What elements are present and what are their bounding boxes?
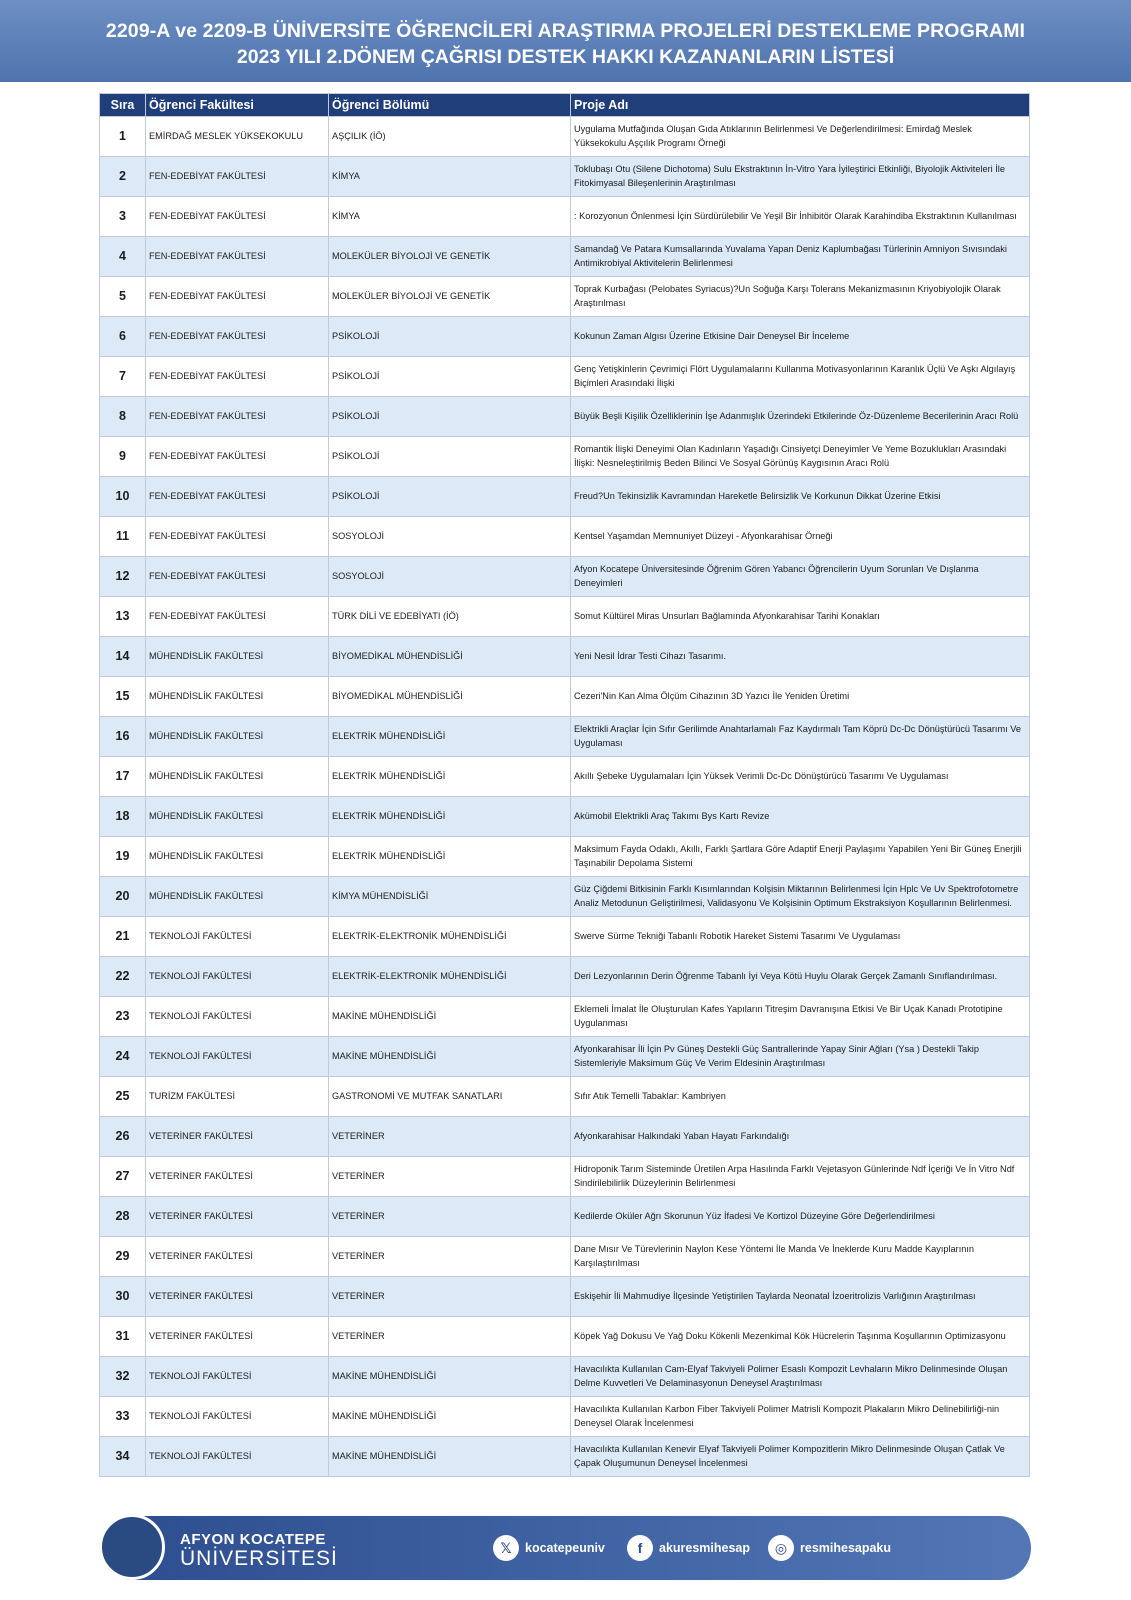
project-name-cell: Romantik İlişki Deneyimi Olan Kadınların Yaşadığı Cinsiyetçi Deneyimler Ve Yeme Bozuklukları Arasındaki İlişki: Nesneleştirilmiş Beden Bilinci Ve Sosyal Görünüş Kaygısının Aracı Rolü bbox=[571, 437, 1030, 477]
header-title-line1: 2209-A ve 2209-B ÜNİVERSİTE ÖĞRENCİLERİ ARAŞTIRMA PROJELERİ DESTEKLEME PROGRAMI bbox=[105, 20, 1026, 42]
project-name-cell: Freud?Un Tekinsizlik Kavramından Hareketle Belirsizlik Ve Korkunun Dikkat Üzerine Etkisi bbox=[571, 477, 1030, 517]
table-row bbox=[100, 1077, 1030, 1117]
university-name-line2: ÜNİVERSİTESİ bbox=[180, 1547, 338, 1570]
department-cell: ELEKTRİK MÜHENDİSLİĞİ bbox=[329, 797, 571, 837]
row-number-cell: 34 bbox=[100, 1437, 146, 1477]
faculty-cell: TEKNOLOJİ FAKÜLTESİ bbox=[146, 1357, 329, 1397]
project-name-cell: Havacılıkta Kullanılan Karbon Fiber Takviyeli Polimer Matrisli Kompozit Plakaların Mikro Delinebilirliği-nin Deneysel Olarak İncelenmesi bbox=[571, 1397, 1030, 1437]
department-cell: ELEKTRİK MÜHENDİSLİĞİ bbox=[329, 757, 571, 797]
department-cell: PSİKOLOJİ bbox=[329, 317, 571, 357]
project-name-cell: Samandağ Ve Patara Kumsallarında Yuvalama Yapan Deniz Kaplumbağası Türlerinin Amniyon Sıvısındaki Antimikrobiyal Aktivitelerin Belirlenmesi bbox=[571, 237, 1030, 277]
faculty-cell: FEN-EDEBİYAT FAKÜLTESİ bbox=[146, 277, 329, 317]
table-row bbox=[100, 117, 1030, 157]
table-row bbox=[100, 677, 1030, 717]
table-row bbox=[100, 397, 1030, 437]
table-row bbox=[100, 1037, 1030, 1077]
faculty-cell: EMİRDAĞ MESLEK YÜKSEKOKULU bbox=[146, 117, 329, 157]
header-title-line2: 2023 YILI 2.DÖNEM ÇAĞRISI DESTEK HAKKI KAZANANLARIN LİSTESİ bbox=[236, 46, 895, 68]
department-cell: VETERİNER bbox=[329, 1117, 571, 1157]
faculty-cell: MÜHENDİSLİK FAKÜLTESİ bbox=[146, 797, 329, 837]
row-number-cell: 22 bbox=[100, 957, 146, 997]
project-name-cell: Kokunun Zaman Algısı Üzerine Etkisine Dair Deneysel Bir İnceleme bbox=[571, 317, 1030, 357]
table-row bbox=[100, 477, 1030, 517]
project-name-cell: Deri Lezyonlarının Derin Öğrenme Tabanlı İyi Veya Kötü Huylu Olarak Gerçek Zamanlı Sınıflandırılması. bbox=[571, 957, 1030, 997]
row-number-cell: 11 bbox=[100, 517, 146, 557]
project-name-cell: Havacılıkta Kullanılan Cam-Elyaf Takviyeli Polimer Esaslı Kompozit Levhaların Mikro Delinmesinde Oluşan Delme Kuvvetleri Ve Delaminasyonun Deneysel Araştırılması bbox=[571, 1357, 1030, 1397]
row-number-cell: 5 bbox=[100, 277, 146, 317]
x-icon: 𝕏 bbox=[493, 1535, 519, 1561]
department-cell: TÜRK DİLİ VE EDEBİYATI (İÖ) bbox=[329, 597, 571, 637]
column-header-project: Proje Adı bbox=[571, 94, 1030, 117]
department-cell: VETERİNER bbox=[329, 1317, 571, 1357]
row-number-cell: 4 bbox=[100, 237, 146, 277]
project-name-cell: Hidroponik Tarım Sisteminde Üretilen Arpa Hasılında Farklı Vejetasyon Günlerinde Ndf İçeriği Ve İn Vitro Ndf Sindirilebilirlik Düzeylerinin Belirlenmesi bbox=[571, 1157, 1030, 1197]
faculty-cell: VETERİNER FAKÜLTESİ bbox=[146, 1197, 329, 1237]
table-row bbox=[100, 437, 1030, 477]
row-number-cell: 13 bbox=[100, 597, 146, 637]
social-x-handle: kocatepeuniv bbox=[525, 1541, 605, 1555]
table-row bbox=[100, 717, 1030, 757]
project-name-cell: Maksimum Fayda Odaklı, Akıllı, Farklı Şartlara Göre Adaptif Enerji Paylaşımı Yapabilen Yeni Bir Güneş Enerjili Taşınabilir Depolama Sistemi bbox=[571, 837, 1030, 877]
project-name-cell: Kentsel Yaşamdan Memnuniyet Düzeyi - Afyonkarahisar Örneği bbox=[571, 517, 1030, 557]
faculty-cell: FEN-EDEBİYAT FAKÜLTESİ bbox=[146, 237, 329, 277]
faculty-cell: MÜHENDİSLİK FAKÜLTESİ bbox=[146, 877, 329, 917]
project-name-cell: Yeni Nesil İdrar Testi Cihazı Tasarımı. bbox=[571, 637, 1030, 677]
table-row bbox=[100, 797, 1030, 837]
department-cell: KİMYA bbox=[329, 197, 571, 237]
faculty-cell: TEKNOLOJİ FAKÜLTESİ bbox=[146, 997, 329, 1037]
faculty-cell: MÜHENDİSLİK FAKÜLTESİ bbox=[146, 677, 329, 717]
department-cell: SOSYOLOJİ bbox=[329, 517, 571, 557]
table-row bbox=[100, 597, 1030, 637]
department-cell: MAKİNE MÜHENDİSLİĞİ bbox=[329, 997, 571, 1037]
table-row bbox=[100, 877, 1030, 917]
project-name-cell: Afyonkarahisar Halkındaki Yaban Hayatı Farkındalığı bbox=[571, 1117, 1030, 1157]
row-number-cell: 26 bbox=[100, 1117, 146, 1157]
faculty-cell: FEN-EDEBİYAT FAKÜLTESİ bbox=[146, 317, 329, 357]
project-name-cell: Kedilerde Oküler Ağrı Skorunun Yüz İfadesi Ve Kortizol Düzeyine Göre Değerlendirilmesi bbox=[571, 1197, 1030, 1237]
department-cell: SOSYOLOJİ bbox=[329, 557, 571, 597]
faculty-cell: VETERİNER FAKÜLTESİ bbox=[146, 1277, 329, 1317]
row-number-cell: 15 bbox=[100, 677, 146, 717]
table-row bbox=[100, 1437, 1030, 1477]
row-number-cell: 28 bbox=[100, 1197, 146, 1237]
faculty-cell: TURİZM FAKÜLTESİ bbox=[146, 1077, 329, 1117]
row-number-cell: 7 bbox=[100, 357, 146, 397]
project-name-cell: Uygulama Mutfağında Oluşan Gıda Atıklarının Belirlenmesi Ve Değerlendirilmesi: Emirdağ Meslek Yüksekokulu Aşçılık Programı Örneği bbox=[571, 117, 1030, 157]
faculty-cell: MÜHENDİSLİK FAKÜLTESİ bbox=[146, 757, 329, 797]
department-cell: BİYOMEDİKAL MÜHENDİSLİĞİ bbox=[329, 677, 571, 717]
row-number-cell: 9 bbox=[100, 437, 146, 477]
table-row bbox=[100, 1157, 1030, 1197]
faculty-cell: FEN-EDEBİYAT FAKÜLTESİ bbox=[146, 557, 329, 597]
project-name-cell: Toklubaşı Otu (Silene Dichotoma) Sulu Ekstraktının İn-Vitro Yara İyileştirici Etkinliği, Biyolojik Aktiviteleri İle Fitokimyasal Bileşenlerinin Araştırılması bbox=[571, 157, 1030, 197]
project-name-cell: Eskişehir İli Mahmudiye İlçesinde Yetiştirilen Taylarda Neonatal İzoeritrolizis Varlığının Araştırılması bbox=[571, 1277, 1030, 1317]
table-row bbox=[100, 757, 1030, 797]
faculty-cell: TEKNOLOJİ FAKÜLTESİ bbox=[146, 917, 329, 957]
department-cell: PSİKOLOJİ bbox=[329, 397, 571, 437]
department-cell: MOLEKÜLER BİYOLOJİ VE GENETİK bbox=[329, 277, 571, 317]
project-name-cell: Dane Mısır Ve Türevlerinin Naylon Kese Yöntemi İle Manda Ve İneklerde Kuru Madde Kayıplarının Karşılaştırılması bbox=[571, 1237, 1030, 1277]
row-number-cell: 19 bbox=[100, 837, 146, 877]
project-name-cell: Büyük Beşli Kişilik Özelliklerinin İşe Adanmışlık Üzerindeki Etkilerinde Öz-Düzenleme Becerilerinin Aracı Rolü bbox=[571, 397, 1030, 437]
project-name-cell: Akıllı Şebeke Uygulamaları İçin Yüksek Verimli Dc-Dc Dönüştürücü Tasarımı Ve Uygulaması bbox=[571, 757, 1030, 797]
row-number-cell: 23 bbox=[100, 997, 146, 1037]
department-cell: PSİKOLOJİ bbox=[329, 437, 571, 477]
row-number-cell: 30 bbox=[100, 1277, 146, 1317]
department-cell: VETERİNER bbox=[329, 1197, 571, 1237]
table-row bbox=[100, 1237, 1030, 1277]
row-number-cell: 18 bbox=[100, 797, 146, 837]
table-row bbox=[100, 277, 1030, 317]
department-cell: MAKİNE MÜHENDİSLİĞİ bbox=[329, 1037, 571, 1077]
social-facebook-handle: akuresmihesap bbox=[659, 1541, 751, 1555]
department-cell: PSİKOLOJİ bbox=[329, 357, 571, 397]
row-number-cell: 32 bbox=[100, 1357, 146, 1397]
faculty-cell: TEKNOLOJİ FAKÜLTESİ bbox=[146, 1037, 329, 1077]
facebook-icon: f bbox=[627, 1535, 653, 1561]
social-x[interactable] bbox=[493, 1535, 605, 1561]
row-number-cell: 6 bbox=[100, 317, 146, 357]
row-number-cell: 24 bbox=[100, 1037, 146, 1077]
department-cell: ELEKTRİK-ELEKTRONİK MÜHENDİSLİĞİ bbox=[329, 957, 571, 997]
university-seal-logo bbox=[99, 1514, 165, 1580]
department-cell: VETERİNER bbox=[329, 1157, 571, 1197]
faculty-cell: FEN-EDEBİYAT FAKÜLTESİ bbox=[146, 157, 329, 197]
faculty-cell: TEKNOLOJİ FAKÜLTESİ bbox=[146, 957, 329, 997]
table-row bbox=[100, 357, 1030, 397]
row-number-cell: 21 bbox=[100, 917, 146, 957]
faculty-cell: FEN-EDEBİYAT FAKÜLTESİ bbox=[146, 397, 329, 437]
table-row bbox=[100, 637, 1030, 677]
faculty-cell: VETERİNER FAKÜLTESİ bbox=[146, 1157, 329, 1197]
table-row bbox=[100, 1317, 1030, 1357]
row-number-cell: 10 bbox=[100, 477, 146, 517]
department-cell: MAKİNE MÜHENDİSLİĞİ bbox=[329, 1397, 571, 1437]
table-row bbox=[100, 317, 1030, 357]
row-number-cell: 8 bbox=[100, 397, 146, 437]
row-number-cell: 12 bbox=[100, 557, 146, 597]
social-instagram-handle: resmihesapaku bbox=[800, 1541, 892, 1555]
department-cell: BİYOMEDİKAL MÜHENDİSLİĞİ bbox=[329, 637, 571, 677]
table-row bbox=[100, 157, 1030, 197]
row-number-cell: 27 bbox=[100, 1157, 146, 1197]
row-number-cell: 3 bbox=[100, 197, 146, 237]
table-row bbox=[100, 1117, 1030, 1157]
table-row bbox=[100, 997, 1030, 1037]
table-row bbox=[100, 1357, 1030, 1397]
department-cell: GASTRONOMİ VE MUTFAK SANATLARI bbox=[329, 1077, 571, 1117]
faculty-cell: FEN-EDEBİYAT FAKÜLTESİ bbox=[146, 517, 329, 557]
faculty-cell: VETERİNER FAKÜLTESİ bbox=[146, 1237, 329, 1277]
project-name-cell: Köpek Yağ Dokusu Ve Yağ Doku Kökenli Mezenkimal Kök Hücrelerin Taşınma Koşullarının Optimizasyonu bbox=[571, 1317, 1030, 1357]
table-row bbox=[100, 1277, 1030, 1317]
column-header-sira: Sıra bbox=[100, 94, 146, 117]
faculty-cell: TEKNOLOJİ FAKÜLTESİ bbox=[146, 1397, 329, 1437]
table-row bbox=[100, 917, 1030, 957]
project-name-cell: Elektrikli Araçlar İçin Sıfır Gerilimde Anahtarlamalı Faz Kaydırmalı Tam Köprü Dc-Dc Dönüştürücü Tasarımı Ve Uygulaması bbox=[571, 717, 1030, 757]
department-cell: ELEKTRİK-ELEKTRONİK MÜHENDİSLİĞİ bbox=[329, 917, 571, 957]
department-cell: KİMYA bbox=[329, 157, 571, 197]
project-name-cell: Akümobil Elektrikli Araç Takımı Bys Kartı Revize bbox=[571, 797, 1030, 837]
project-name-cell: Somut Kültürel Miras Unsurları Bağlamında Afyonkarahisar Tarihi Konakları bbox=[571, 597, 1030, 637]
department-cell: PSİKOLOJİ bbox=[329, 477, 571, 517]
row-number-cell: 33 bbox=[100, 1397, 146, 1437]
row-number-cell: 14 bbox=[100, 637, 146, 677]
faculty-cell: FEN-EDEBİYAT FAKÜLTESİ bbox=[146, 597, 329, 637]
faculty-cell: FEN-EDEBİYAT FAKÜLTESİ bbox=[146, 357, 329, 397]
row-number-cell: 20 bbox=[100, 877, 146, 917]
university-name-line1: AFYON KOCATEPE bbox=[180, 1531, 326, 1548]
table-row bbox=[100, 557, 1030, 597]
row-number-cell: 2 bbox=[100, 157, 146, 197]
department-cell: KİMYA MÜHENDİSLİĞİ bbox=[329, 877, 571, 917]
table-row bbox=[100, 237, 1030, 277]
faculty-cell: TEKNOLOJİ FAKÜLTESİ bbox=[146, 1437, 329, 1477]
department-cell: ELEKTRİK MÜHENDİSLİĞİ bbox=[329, 837, 571, 877]
department-cell: VETERİNER bbox=[329, 1277, 571, 1317]
faculty-cell: FEN-EDEBİYAT FAKÜLTESİ bbox=[146, 477, 329, 517]
results-table bbox=[99, 93, 1030, 1477]
project-name-cell: Sıfır Atık Temelli Tabaklar: Kambriyen bbox=[571, 1077, 1030, 1117]
faculty-cell: VETERİNER FAKÜLTESİ bbox=[146, 1117, 329, 1157]
table-row bbox=[100, 197, 1030, 237]
faculty-cell: MÜHENDİSLİK FAKÜLTESİ bbox=[146, 717, 329, 757]
social-facebook[interactable] bbox=[627, 1535, 750, 1561]
department-cell: AŞÇILIK (İÖ) bbox=[329, 117, 571, 157]
table-row bbox=[100, 837, 1030, 877]
faculty-cell: FEN-EDEBİYAT FAKÜLTESİ bbox=[146, 437, 329, 477]
table-header-row bbox=[100, 94, 1030, 117]
faculty-cell: MÜHENDİSLİK FAKÜLTESİ bbox=[146, 837, 329, 877]
project-name-cell: Eklemeli İmalat İle Oluşturulan Kafes Yapıların Titreşim Davranışına Etkisi Ve Bir Uçak Kanadı Prototipine Uygulanması bbox=[571, 997, 1030, 1037]
project-name-cell: Cezeri'Nin Kan Alma Ölçüm Cihazının 3D Yazıcı İle Yeniden Üretimi bbox=[571, 677, 1030, 717]
row-number-cell: 25 bbox=[100, 1077, 146, 1117]
faculty-cell: MÜHENDİSLİK FAKÜLTESİ bbox=[146, 637, 329, 677]
project-name-cell: Swerve Sürme Tekniği Tabanlı Robotik Hareket Sistemi Tasarımı Ve Uygulaması bbox=[571, 917, 1030, 957]
row-number-cell: 1 bbox=[100, 117, 146, 157]
page-header bbox=[0, 0, 1131, 82]
row-number-cell: 17 bbox=[100, 757, 146, 797]
row-number-cell: 16 bbox=[100, 717, 146, 757]
column-header-faculty: Öğrenci Fakültesi bbox=[146, 94, 329, 117]
project-name-cell: Toprak Kurbağası (Pelobates Syriacus)?Un Soğuğa Karşı Tolerans Mekanizmasının Kriyobiyolojik Olarak Araştırılması bbox=[571, 277, 1030, 317]
department-cell: MAKİNE MÜHENDİSLİĞİ bbox=[329, 1437, 571, 1477]
instagram-icon: ◎ bbox=[768, 1535, 794, 1561]
project-name-cell: Havacılıkta Kullanılan Kenevir Elyaf Takviyeli Polimer Kompozitlerin Mikro Delinmesinde Oluşan Çatlak Ve Çapak Oluşumunun Deneysel İncelenmesi bbox=[571, 1437, 1030, 1477]
table-row bbox=[100, 1397, 1030, 1437]
faculty-cell: FEN-EDEBİYAT FAKÜLTESİ bbox=[146, 197, 329, 237]
table-row bbox=[100, 517, 1030, 557]
project-name-cell: : Korozyonun Önlenmesi İçin Sürdürülebilir Ve Yeşil Bir İnhibitör Olarak Karahindiba Ekstraktının Kullanılması bbox=[571, 197, 1030, 237]
row-number-cell: 31 bbox=[100, 1317, 146, 1357]
department-cell: VETERİNER bbox=[329, 1237, 571, 1277]
project-name-cell: Genç Yetişkinlerin Çevrimiçi Flört Uygulamalarını Kullanma Motivasyonlarının Karanlık Üçlü Ve Aşkı Algılayış Biçimleri Arasındaki İlişki bbox=[571, 357, 1030, 397]
department-cell: MAKİNE MÜHENDİSLİĞİ bbox=[329, 1357, 571, 1397]
project-name-cell: Güz Çiğdemi Bitkisinin Farklı Kısımlarından Kolşisin Miktarının Belirlenmesi İçin Hplc Ve Uv Spektrofotometre Analiz Metodunun Geliştirilmesi, Validasyonu Ve Kolşisinin Optimum Ekstraksiyon Koşullarının Belirlenmesi. bbox=[571, 877, 1030, 917]
project-name-cell: Afyonkarahisar İli İçin Pv Güneş Destekli Güç Santrallerinde Yapay Sinir Ağları (Ysa ) Destekli Takip Sistemleriyle Maksimum Güç Ve Verim Eldesinin Araştırılması bbox=[571, 1037, 1030, 1077]
department-cell: ELEKTRİK MÜHENDİSLİĞİ bbox=[329, 717, 571, 757]
department-cell: MOLEKÜLER BİYOLOJİ VE GENETİK bbox=[329, 237, 571, 277]
table-row bbox=[100, 1197, 1030, 1237]
project-name-cell: Afyon Kocatepe Üniversitesinde Öğrenim Gören Yabancı Öğrencilerin Uyum Sorunları Ve Dışlanma Deneyimleri bbox=[571, 557, 1030, 597]
social-instagram[interactable] bbox=[768, 1535, 891, 1561]
faculty-cell: VETERİNER FAKÜLTESİ bbox=[146, 1317, 329, 1357]
row-number-cell: 29 bbox=[100, 1237, 146, 1277]
column-header-department: Öğrenci Bölümü bbox=[329, 94, 571, 117]
table-row bbox=[100, 957, 1030, 997]
